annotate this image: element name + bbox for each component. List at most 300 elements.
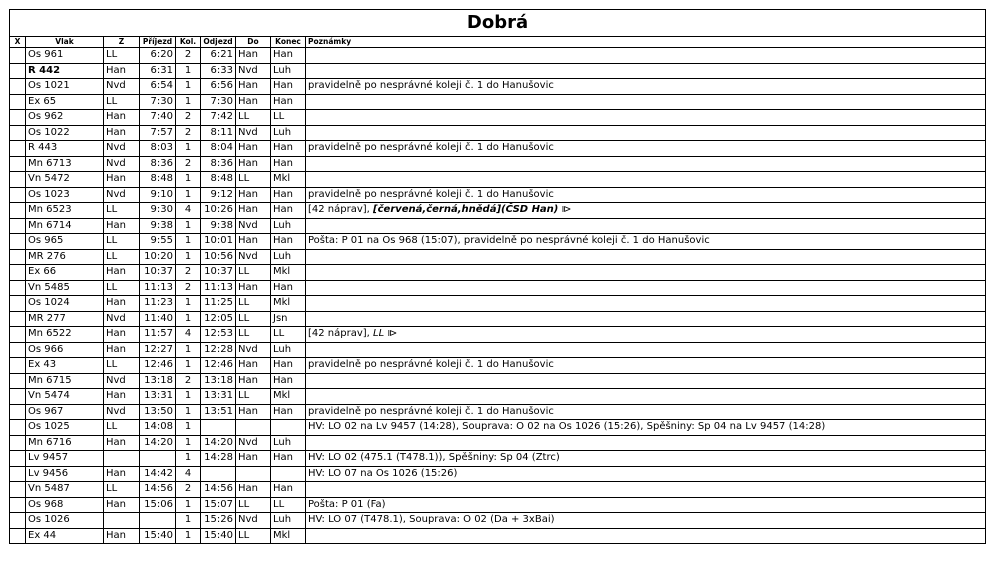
cell-notes xyxy=(306,125,986,141)
cell-x xyxy=(10,389,26,405)
note-text: HV: LO 02 na Lv 9457 (14:28), Souprava: O 02 na Os 1026 (15:26), Spěšniny: Sp 04 na Lv 9457 (14:28) xyxy=(308,421,826,432)
table-row xyxy=(10,327,986,343)
cell-track: 1 xyxy=(176,435,201,451)
cell-x xyxy=(10,513,26,529)
cell-departure: 10:01 xyxy=(201,234,236,250)
cell-vlak: Mn 6715 xyxy=(26,373,104,389)
cell-departure: 6:56 xyxy=(201,79,236,95)
table-row xyxy=(10,125,986,141)
cell-vlak: MR 277 xyxy=(26,311,104,327)
table-row xyxy=(10,528,986,544)
cell-arrival: 11:40 xyxy=(140,311,176,327)
note-text: [42 náprav], xyxy=(308,328,374,339)
col-header-do: Do xyxy=(236,37,271,48)
cell-notes xyxy=(306,187,986,203)
cell-end: Han xyxy=(271,203,306,219)
cell-to: Nvd xyxy=(236,513,271,529)
cell-departure: 6:33 xyxy=(201,63,236,79)
cell-x xyxy=(10,497,26,513)
cell-track: 1 xyxy=(176,63,201,79)
cell-x xyxy=(10,249,26,265)
cell-x xyxy=(10,203,26,219)
table-row xyxy=(10,342,986,358)
cell-end: Han xyxy=(271,358,306,374)
cell-track: 1 xyxy=(176,187,201,203)
cell-end: Mkl xyxy=(271,172,306,188)
cell-vlak: Mn 6714 xyxy=(26,218,104,234)
cell-vlak: Lv 9456 xyxy=(26,466,104,482)
cell-notes xyxy=(306,373,986,389)
cell-vlak: R 443 xyxy=(26,141,104,157)
cell-z: LL xyxy=(104,203,140,219)
cell-x xyxy=(10,311,26,327)
cell-arrival: 14:42 xyxy=(140,466,176,482)
cell-end: Han xyxy=(271,48,306,64)
col-header-x: X xyxy=(10,37,26,48)
cell-notes xyxy=(306,280,986,296)
cell-notes xyxy=(306,497,986,513)
cell-track: 1 xyxy=(176,79,201,95)
cell-track: 4 xyxy=(176,466,201,482)
note-text: pravidelně po nesprávné koleji č. 1 do Hanušovic xyxy=(308,405,554,417)
cell-track: 1 xyxy=(176,420,201,436)
cell-notes xyxy=(306,342,986,358)
cell-arrival: 8:36 xyxy=(140,156,176,172)
cell-arrival: 6:20 xyxy=(140,48,176,64)
table-row xyxy=(10,435,986,451)
table-row xyxy=(10,280,986,296)
cell-z: LL xyxy=(104,48,140,64)
table-row xyxy=(10,513,986,529)
cell-arrival: 15:06 xyxy=(140,497,176,513)
cell-vlak: Mn 6523 xyxy=(26,203,104,219)
col-header-vlak: Vlak xyxy=(26,37,104,48)
cell-x xyxy=(10,94,26,110)
cell-end: Luh xyxy=(271,218,306,234)
cell-x xyxy=(10,48,26,64)
cell-notes xyxy=(306,63,986,79)
note-text: pravidelně po nesprávné koleji č. 1 do Hanušovic xyxy=(308,359,554,370)
table-row xyxy=(10,234,986,250)
cell-x xyxy=(10,373,26,389)
cell-to: Han xyxy=(236,94,271,110)
cell-vlak: Ex 65 xyxy=(26,94,104,110)
cell-notes xyxy=(306,203,986,219)
note-wagon-colors: [červená,černá,hnědá](ČSD Han) xyxy=(373,204,559,215)
cell-end: Luh xyxy=(271,125,306,141)
cell-x xyxy=(10,110,26,126)
col-header-z: Z xyxy=(104,37,140,48)
cell-track: 2 xyxy=(176,110,201,126)
cell-end: Luh xyxy=(271,435,306,451)
cell-notes xyxy=(306,451,986,467)
cell-z: Han xyxy=(104,63,140,79)
cell-arrival: 13:18 xyxy=(140,373,176,389)
cell-to: Han xyxy=(236,48,271,64)
cell-to: Han xyxy=(236,404,271,420)
cell-z: LL xyxy=(104,94,140,110)
cell-z: LL xyxy=(104,249,140,265)
cell-notes xyxy=(306,79,986,95)
cell-x xyxy=(10,280,26,296)
cell-to: Han xyxy=(236,187,271,203)
cell-x xyxy=(10,296,26,312)
cell-departure: 10:37 xyxy=(201,265,236,281)
cell-end: Luh xyxy=(271,342,306,358)
cell-notes xyxy=(306,358,986,374)
cell-arrival: 7:30 xyxy=(140,94,176,110)
cell-z xyxy=(104,451,140,467)
cell-vlak: Os 968 xyxy=(26,497,104,513)
cell-arrival: 11:23 xyxy=(140,296,176,312)
cell-vlak: Ex 43 xyxy=(26,358,104,374)
cell-track: 4 xyxy=(176,327,201,343)
cell-notes xyxy=(306,389,986,405)
table-row xyxy=(10,94,986,110)
cell-departure: 8:04 xyxy=(201,141,236,157)
cell-x xyxy=(10,466,26,482)
cell-notes xyxy=(306,218,986,234)
cell-z: Han xyxy=(104,265,140,281)
cell-end: LL xyxy=(271,497,306,513)
cell-departure: 9:38 xyxy=(201,218,236,234)
cell-x xyxy=(10,404,26,420)
cell-notes xyxy=(306,513,986,529)
col-header-poznamky: Poznámky xyxy=(306,37,986,48)
station-timetable xyxy=(9,9,986,544)
timetable-sheet xyxy=(9,9,985,544)
cell-end: Han xyxy=(271,373,306,389)
cell-to: Han xyxy=(236,156,271,172)
cell-vlak: Lv 9457 xyxy=(26,451,104,467)
table-body xyxy=(10,48,986,544)
cell-end: Han xyxy=(271,79,306,95)
cell-arrival: 9:55 xyxy=(140,234,176,250)
cell-x xyxy=(10,141,26,157)
table-row xyxy=(10,203,986,219)
note-text: HV: LO 02 (475.1 (T478.1)), Spěšniny: Sp 04 (Ztrc) xyxy=(308,452,560,463)
cell-to: LL xyxy=(236,311,271,327)
note-continue-icon: ⧐ xyxy=(384,328,398,339)
cell-arrival: 10:37 xyxy=(140,265,176,281)
cell-departure: 8:48 xyxy=(201,172,236,188)
cell-track: 1 xyxy=(176,528,201,544)
cell-z: Han xyxy=(104,389,140,405)
note-text: Pošta: P 01 (Fa) xyxy=(308,498,386,510)
cell-z: LL xyxy=(104,280,140,296)
page-title: Dobrá xyxy=(9,9,986,36)
cell-vlak: Mn 6713 xyxy=(26,156,104,172)
cell-x xyxy=(10,63,26,79)
cell-to: LL xyxy=(236,296,271,312)
cell-z: Han xyxy=(104,466,140,482)
cell-end: Han xyxy=(271,94,306,110)
table-row xyxy=(10,373,986,389)
cell-notes xyxy=(306,141,986,157)
cell-arrival: 13:31 xyxy=(140,389,176,405)
cell-to: Nvd xyxy=(236,63,271,79)
cell-end: Han xyxy=(271,141,306,157)
header-row xyxy=(10,37,986,48)
cell-vlak: Vn 5487 xyxy=(26,482,104,498)
cell-z: LL xyxy=(104,234,140,250)
cell-z: Han xyxy=(104,327,140,343)
cell-end xyxy=(271,420,306,436)
table-row xyxy=(10,404,986,420)
cell-arrival: 7:57 xyxy=(140,125,176,141)
cell-z: Han xyxy=(104,296,140,312)
cell-departure: 8:36 xyxy=(201,156,236,172)
cell-track: 1 xyxy=(176,94,201,110)
table-row xyxy=(10,420,986,436)
cell-to xyxy=(236,466,271,482)
cell-arrival: 12:46 xyxy=(140,358,176,374)
cell-vlak: Mn 6522 xyxy=(26,327,104,343)
cell-vlak: Vn 5485 xyxy=(26,280,104,296)
cell-z: Nvd xyxy=(104,156,140,172)
table-row xyxy=(10,156,986,172)
cell-z: Han xyxy=(104,342,140,358)
cell-track: 2 xyxy=(176,125,201,141)
cell-z: Nvd xyxy=(104,141,140,157)
cell-departure: 15:26 xyxy=(201,513,236,529)
cell-notes xyxy=(306,482,986,498)
cell-notes xyxy=(306,265,986,281)
cell-to: Han xyxy=(236,141,271,157)
table-row xyxy=(10,497,986,513)
cell-x xyxy=(10,234,26,250)
cell-departure: 14:20 xyxy=(201,435,236,451)
table-row xyxy=(10,172,986,188)
cell-z: Nvd xyxy=(104,373,140,389)
cell-to: LL xyxy=(236,327,271,343)
cell-to: Han xyxy=(236,482,271,498)
cell-track: 2 xyxy=(176,280,201,296)
cell-track: 2 xyxy=(176,48,201,64)
cell-to: Han xyxy=(236,358,271,374)
table-row xyxy=(10,48,986,64)
cell-departure: 7:30 xyxy=(201,94,236,110)
table-row xyxy=(10,451,986,467)
cell-arrival: 10:20 xyxy=(140,249,176,265)
cell-end: LL xyxy=(271,110,306,126)
cell-notes xyxy=(306,435,986,451)
cell-vlak: Ex 66 xyxy=(26,265,104,281)
cell-arrival: 9:30 xyxy=(140,203,176,219)
cell-vlak: Os 1026 xyxy=(26,513,104,529)
cell-z: LL xyxy=(104,420,140,436)
cell-departure: 11:13 xyxy=(201,280,236,296)
cell-x xyxy=(10,482,26,498)
cell-x xyxy=(10,435,26,451)
cell-to: LL xyxy=(236,265,271,281)
cell-z: LL xyxy=(104,358,140,374)
cell-arrival xyxy=(140,451,176,467)
cell-arrival: 8:48 xyxy=(140,172,176,188)
cell-track: 2 xyxy=(176,482,201,498)
note-text: pravidelně po nesprávné koleji č. 1 do Hanušovic xyxy=(308,142,554,153)
cell-x xyxy=(10,187,26,203)
cell-track: 1 xyxy=(176,218,201,234)
table-row xyxy=(10,63,986,79)
cell-vlak: Os 967 xyxy=(26,404,104,420)
cell-z: Nvd xyxy=(104,404,140,420)
cell-to: Nvd xyxy=(236,218,271,234)
cell-track: 1 xyxy=(176,497,201,513)
cell-notes xyxy=(306,156,986,172)
cell-to: Han xyxy=(236,373,271,389)
cell-departure: 13:51 xyxy=(201,404,236,420)
cell-to: Han xyxy=(236,79,271,95)
cell-departure xyxy=(201,466,236,482)
cell-arrival: 8:03 xyxy=(140,141,176,157)
cell-x xyxy=(10,79,26,95)
cell-to xyxy=(236,420,271,436)
cell-notes xyxy=(306,234,986,250)
cell-track: 1 xyxy=(176,311,201,327)
cell-track: 2 xyxy=(176,156,201,172)
cell-arrival: 11:57 xyxy=(140,327,176,343)
cell-vlak: Ex 44 xyxy=(26,528,104,544)
cell-notes xyxy=(306,420,986,436)
cell-notes xyxy=(306,249,986,265)
cell-arrival: 11:13 xyxy=(140,280,176,296)
cell-end: Luh xyxy=(271,249,306,265)
note-text: HV: LO 07 (T478.1), Souprava: O 02 (Da + 3xBai) xyxy=(308,514,555,525)
cell-arrival: 6:31 xyxy=(140,63,176,79)
cell-vlak: Os 1024 xyxy=(26,296,104,312)
cell-end: Han xyxy=(271,280,306,296)
cell-departure: 12:28 xyxy=(201,342,236,358)
cell-end: LL xyxy=(271,327,306,343)
cell-vlak: Vn 5474 xyxy=(26,389,104,405)
col-header-odjezd: Odjezd xyxy=(201,37,236,48)
cell-arrival: 13:50 xyxy=(140,404,176,420)
table-row xyxy=(10,79,986,95)
cell-departure: 8:11 xyxy=(201,125,236,141)
note-text: pravidelně po nesprávné koleji č. 1 do Hanušovic xyxy=(308,188,554,200)
cell-track: 1 xyxy=(176,141,201,157)
cell-arrival: 14:56 xyxy=(140,482,176,498)
cell-departure: 12:46 xyxy=(201,358,236,374)
cell-vlak: Os 1021 xyxy=(26,79,104,95)
cell-vlak: Os 1022 xyxy=(26,125,104,141)
cell-z: Han xyxy=(104,125,140,141)
cell-arrival: 14:08 xyxy=(140,420,176,436)
cell-departure: 13:31 xyxy=(201,389,236,405)
table-row xyxy=(10,110,986,126)
col-header-konec: Konec xyxy=(271,37,306,48)
cell-end: Luh xyxy=(271,513,306,529)
cell-vlak: Os 965 xyxy=(26,234,104,250)
cell-departure: 15:40 xyxy=(201,528,236,544)
cell-vlak: Os 961 xyxy=(26,48,104,64)
cell-x xyxy=(10,451,26,467)
cell-track: 1 xyxy=(176,451,201,467)
cell-notes xyxy=(306,327,986,343)
cell-arrival: 6:54 xyxy=(140,79,176,95)
cell-track: 1 xyxy=(176,342,201,358)
table-row xyxy=(10,265,986,281)
cell-end: Han xyxy=(271,156,306,172)
table-row xyxy=(10,466,986,482)
cell-x xyxy=(10,528,26,544)
cell-x xyxy=(10,156,26,172)
cell-z: Han xyxy=(104,528,140,544)
cell-notes xyxy=(306,404,986,420)
cell-vlak: Os 962 xyxy=(26,110,104,126)
cell-departure: 15:07 xyxy=(201,497,236,513)
cell-arrival xyxy=(140,513,176,529)
cell-end: Han xyxy=(271,234,306,250)
cell-track: 1 xyxy=(176,404,201,420)
cell-end: Han xyxy=(271,404,306,420)
table-row xyxy=(10,187,986,203)
cell-track: 1 xyxy=(176,296,201,312)
cell-end: Han xyxy=(271,451,306,467)
cell-track: 4 xyxy=(176,203,201,219)
table-row xyxy=(10,141,986,157)
cell-departure xyxy=(201,420,236,436)
cell-to: Han xyxy=(236,451,271,467)
note-continue-icon: ⧐ xyxy=(558,204,572,215)
cell-to: LL xyxy=(236,389,271,405)
cell-departure: 12:05 xyxy=(201,311,236,327)
table-row xyxy=(10,389,986,405)
cell-end: Han xyxy=(271,187,306,203)
cell-vlak: MR 276 xyxy=(26,249,104,265)
cell-to: Nvd xyxy=(236,435,271,451)
cell-arrival: 15:40 xyxy=(140,528,176,544)
cell-end: Mkl xyxy=(271,296,306,312)
cell-to: LL xyxy=(236,528,271,544)
cell-x xyxy=(10,420,26,436)
table-row xyxy=(10,249,986,265)
cell-to: LL xyxy=(236,172,271,188)
cell-z xyxy=(104,513,140,529)
cell-track: 1 xyxy=(176,358,201,374)
cell-notes xyxy=(306,466,986,482)
cell-to: LL xyxy=(236,110,271,126)
cell-vlak: R 442 xyxy=(26,63,104,79)
table-row xyxy=(10,482,986,498)
cell-track: 1 xyxy=(176,234,201,250)
cell-vlak: Mn 6716 xyxy=(26,435,104,451)
note-text: HV: LO 07 na Os 1026 (15:26) xyxy=(308,467,458,479)
cell-z: Han xyxy=(104,497,140,513)
cell-z: Nvd xyxy=(104,79,140,95)
cell-arrival: 9:38 xyxy=(140,218,176,234)
cell-departure: 14:56 xyxy=(201,482,236,498)
cell-notes xyxy=(306,528,986,544)
cell-vlak: Vn 5472 xyxy=(26,172,104,188)
cell-z: Han xyxy=(104,172,140,188)
note-destination: LL xyxy=(373,328,385,339)
cell-arrival: 14:20 xyxy=(140,435,176,451)
table-row xyxy=(10,311,986,327)
cell-track: 1 xyxy=(176,513,201,529)
cell-end: Jsn xyxy=(271,311,306,327)
cell-end: Luh xyxy=(271,63,306,79)
cell-departure: 7:42 xyxy=(201,110,236,126)
cell-notes xyxy=(306,296,986,312)
cell-z: Nvd xyxy=(104,187,140,203)
cell-x xyxy=(10,358,26,374)
cell-z: LL xyxy=(104,482,140,498)
cell-to: Nvd xyxy=(236,342,271,358)
cell-departure: 14:28 xyxy=(201,451,236,467)
cell-to: Han xyxy=(236,280,271,296)
